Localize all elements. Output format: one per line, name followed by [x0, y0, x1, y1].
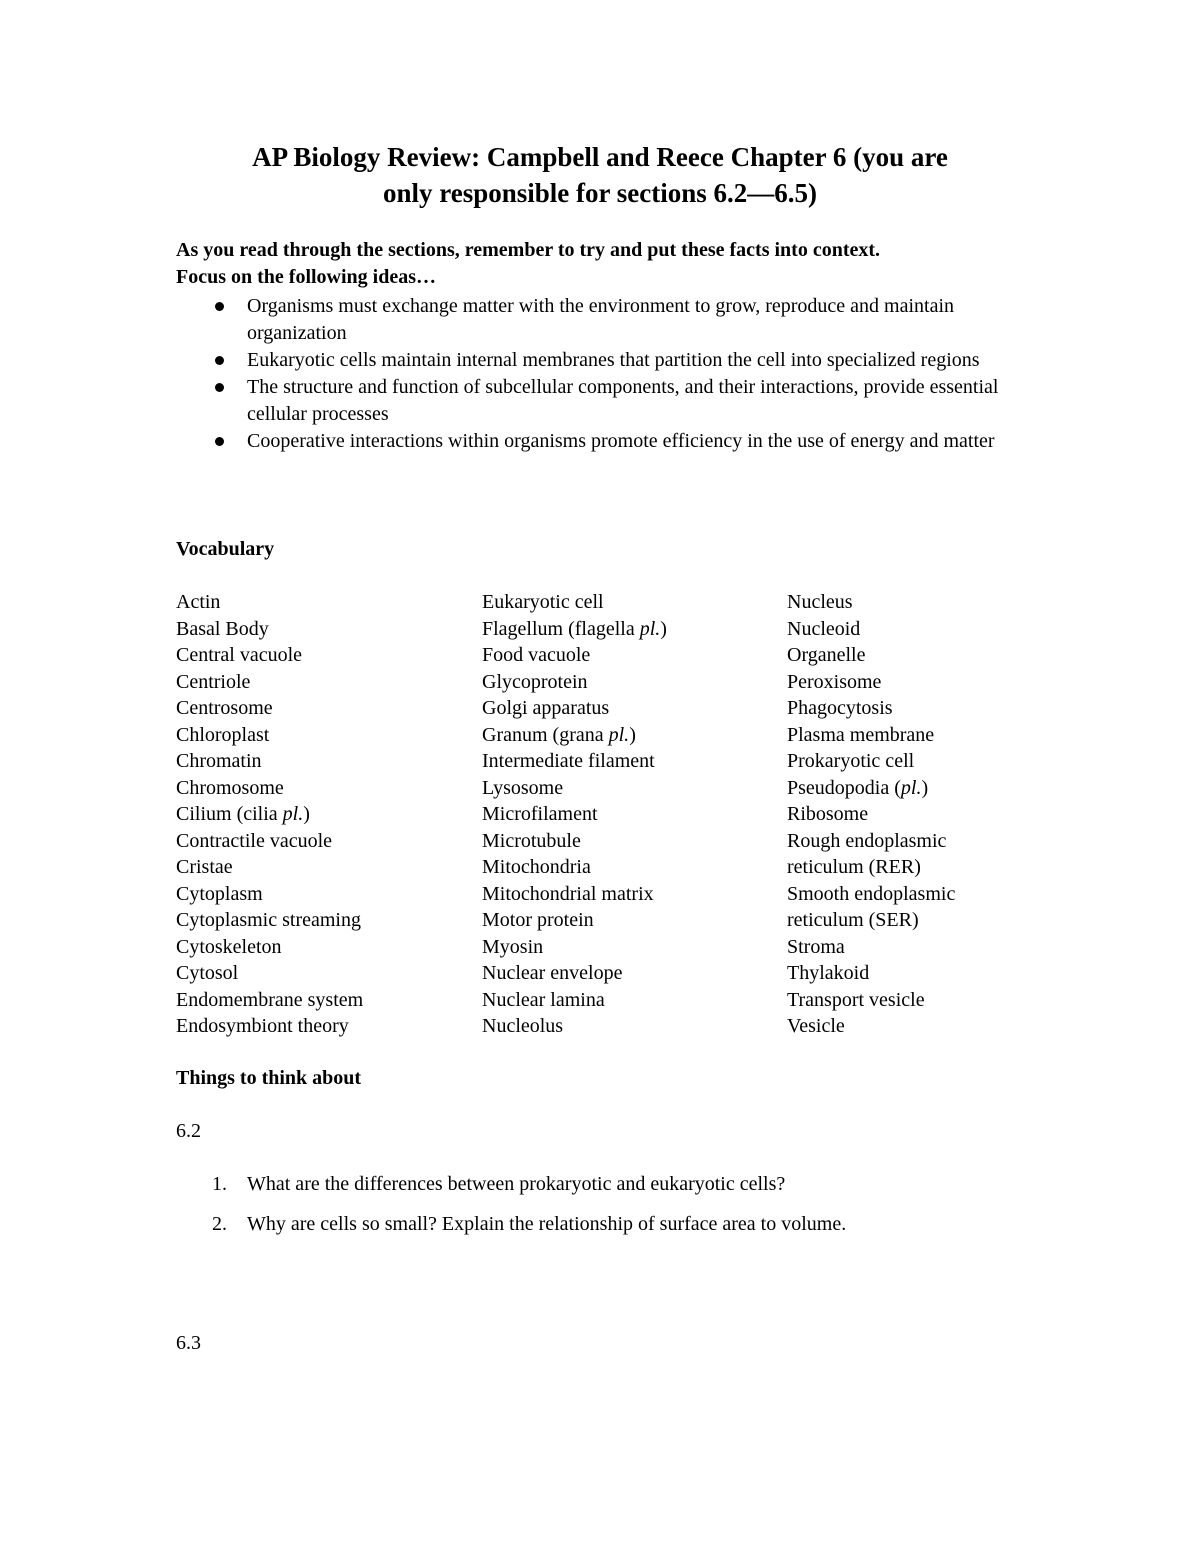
- idea-text: Cooperative interactions within organisms promote efficiency in the use of energy and matter: [247, 430, 995, 452]
- vocabulary-term: Motor protein: [482, 909, 594, 931]
- vocabulary-term: Nucleoid: [787, 617, 861, 640]
- idea-item: [176, 293, 1036, 347]
- vocabulary-term: Mitochondria: [482, 856, 591, 878]
- idea-text: The structure and function of subcellular components, and their interactions, provide essential cellular processes: [247, 376, 999, 425]
- vocabulary-term: Chromatin: [176, 750, 262, 772]
- title-line-1: AP Biology Review: Campbell and Reece Chapter 6 (you are: [252, 142, 948, 172]
- vocabulary-heading: Vocabulary: [176, 538, 275, 560]
- intro-line-1: As you read through the sections, remember to try and put these facts into context.: [176, 239, 881, 261]
- title-line-2: only responsible for sections 6.2—6.5): [382, 178, 818, 208]
- idea-item: [176, 428, 1036, 455]
- vocabulary-term: Rough endoplasmic: [787, 829, 947, 852]
- vocabulary-term: Phagocytosis: [787, 697, 893, 719]
- vocabulary-term: Food vacuole: [482, 644, 591, 666]
- vocabulary-term: Granum (grana pl.): [482, 723, 636, 746]
- vocabulary-term: Prokaryotic cell: [787, 750, 915, 772]
- vocabulary-term: reticulum (SER): [787, 909, 919, 931]
- things-heading: Things to think about: [176, 1067, 362, 1089]
- vocabulary-term: Transport vesicle: [787, 988, 925, 1011]
- question-number: 1.: [212, 1173, 227, 1195]
- vocabulary-term: reticulum (RER): [787, 856, 921, 878]
- vocabulary-term: Contractile vacuole: [176, 829, 333, 852]
- idea-item: [176, 347, 1036, 374]
- vocabulary-term: Flagellum (flagella pl.): [482, 617, 667, 640]
- vocabulary-term: Stroma: [787, 935, 845, 958]
- vocabulary-term: Chromosome: [176, 776, 284, 799]
- vocabulary-term: Smooth endoplasmic: [787, 882, 956, 905]
- section-label-6-2: 6.2: [176, 1120, 201, 1142]
- vocabulary-term: Nuclear envelope: [482, 962, 623, 984]
- vocabulary-term: Microfilament: [482, 803, 598, 825]
- vocabulary-term: Glycoprotein: [482, 670, 588, 693]
- vocabulary-term: Cilium (cilia pl.): [176, 803, 310, 825]
- vocabulary-term: Ribosome: [787, 803, 869, 825]
- question-number: 2.: [212, 1213, 227, 1235]
- intro-line-2: Focus on the following ideas…: [176, 266, 437, 288]
- vocabulary-term: Centriole: [176, 670, 251, 693]
- question-text: Why are cells so small? Explain the relationship of surface area to volume.: [247, 1213, 847, 1235]
- vocabulary-term: Lysosome: [482, 776, 564, 799]
- vocabulary-term: Plasma membrane: [787, 723, 935, 746]
- idea-text: Eukaryotic cells maintain internal membranes that partition the cell into specialized regions: [247, 349, 980, 371]
- vocabulary-column-3: [787, 589, 955, 1040]
- page-title: [150, 139, 1050, 211]
- vocabulary-term: Cristae: [176, 856, 233, 878]
- vocabulary-term: Endosymbiont theory: [176, 1015, 349, 1037]
- vocabulary-term: Endomembrane system: [176, 988, 364, 1011]
- bullet-icon: [215, 356, 224, 365]
- bullet-icon: [215, 437, 224, 446]
- idea-item: [176, 374, 1036, 428]
- bullet-icon: [215, 302, 224, 311]
- vocabulary-term: Actin: [176, 591, 221, 613]
- vocabulary-term: Vesicle: [787, 1015, 845, 1037]
- bullet-icon: [215, 383, 224, 392]
- idea-text: Organisms must exchange matter with the environment to grow, reproduce and maintain organization: [247, 295, 955, 344]
- vocabulary-term: Golgi apparatus: [482, 697, 610, 719]
- vocabulary-term: Peroxisome: [787, 670, 882, 693]
- vocabulary-term: Cytosol: [176, 962, 239, 984]
- vocabulary-term: Eukaryotic cell: [482, 591, 604, 613]
- ideas-list: [176, 293, 1036, 455]
- vocabulary-term: Basal Body: [176, 617, 269, 640]
- vocabulary-term: Nuclear lamina: [482, 988, 605, 1011]
- vocabulary-term: Nucleolus: [482, 1015, 564, 1037]
- vocabulary-column-2: [482, 589, 667, 1040]
- section-label-6-3: 6.3: [176, 1332, 201, 1354]
- vocabulary-term: Intermediate filament: [482, 750, 655, 772]
- vocabulary-term: Centrosome: [176, 697, 273, 719]
- vocabulary-term: Central vacuole: [176, 644, 303, 666]
- vocabulary-term: Pseudopodia (pl.): [787, 776, 929, 799]
- vocabulary-term: Chloroplast: [176, 723, 270, 746]
- vocabulary-term: Microtubule: [482, 829, 581, 852]
- vocabulary-column-1: [176, 589, 363, 1040]
- question-text: What are the differences between prokaryotic and eukaryotic cells?: [247, 1173, 786, 1195]
- vocabulary-term: Mitochondrial matrix: [482, 882, 654, 905]
- vocabulary-term: Nucleus: [787, 591, 853, 613]
- vocabulary-term: Thylakoid: [787, 962, 870, 984]
- intro-text: [176, 237, 1056, 291]
- vocabulary-term: Cytoskeleton: [176, 935, 282, 958]
- vocabulary-term: Organelle: [787, 644, 866, 666]
- vocabulary-term: Cytoplasm: [176, 882, 263, 905]
- vocabulary-term: Myosin: [482, 935, 544, 958]
- vocabulary-term: Cytoplasmic streaming: [176, 909, 361, 931]
